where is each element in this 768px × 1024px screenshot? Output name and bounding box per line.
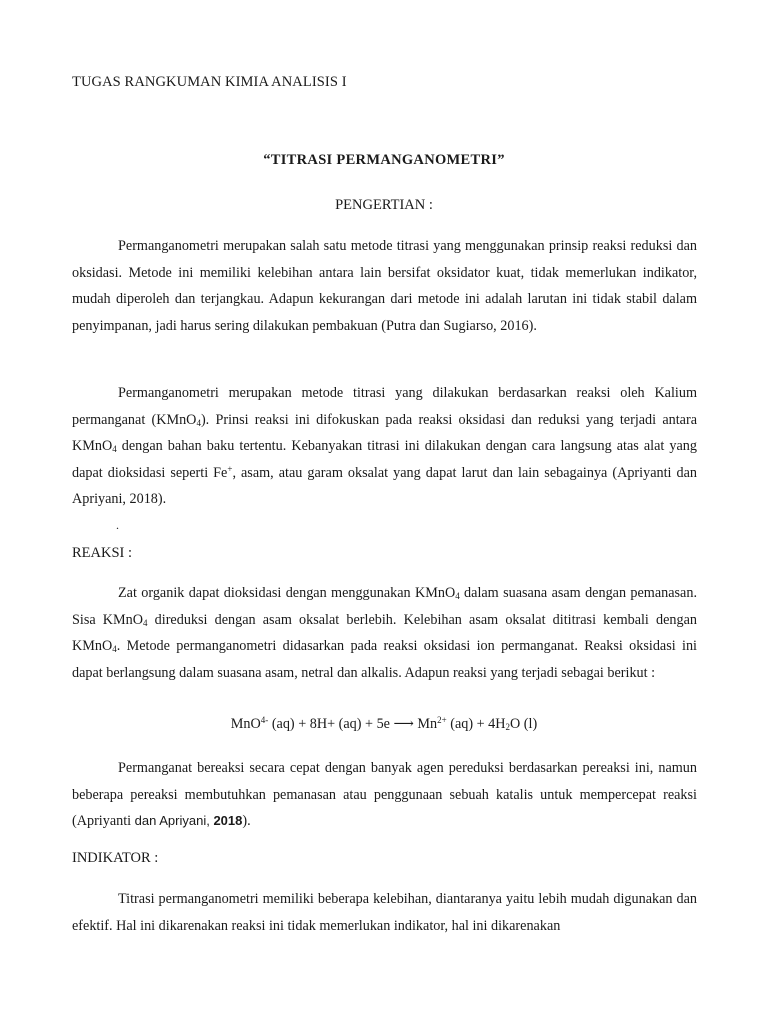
section-label-pengertian: PENGERTIAN : [335, 197, 433, 213]
paragraph-reaksi-1: Zat organik dapat dioksidasi dengan menggunakan KMnO$_4$ dalam suasana asam dengan pemanasan. Sisa KMnO$_4$ direduksi dengan asam oksalat berlebih. Kelebihan asam oksalat dititrasi kembali dengan KMnO$_4$. Metode permanganometri didasarkan pada reaksi oksidasi ion permanganat. Reaksi oksidasi ini dapat berlangsung dalam suasana asam, netral dan alkalis. Adapun reaksi yang terjadi sebagai berikut : [72, 585, 697, 681]
paragraph-pengertian-2: Permanganometri merupakan metode titrasi yang dilakukan berdasarkan reaksi oleh Kalium permanganat (KMnO$_4$). Prinsi reaksi ini difokuskan pada reaksi oksidasi dan reduksi yang terjadi antara KMnO$_4$ dengan bahan baku tertentu. Kebanyakan titrasi ini dilakukan dengan cara langsung atas alat yang dapat dioksidasi seperti Fe+, asam, atau garam oksalat yang dapat larut dan lain sebagainya (Apriyanti dan Apriyani, 2018). [72, 385, 697, 507]
section-label-indikator: INDIKATOR : [72, 850, 159, 866]
paragraph-pengertian-1: Permanganometri merupakan salah satu metode titrasi yang menggunakan prinsip reaksi reduksi dan oksidasi. Metode ini memiliki kelebihan antara lain bersifat oksidator kuat, tidak memerlukan indikator, mudah diperoleh dan terjangkau. Adapun kekurangan dari metode ini adalah larutan ini tidak stabil dalam penyimpanan, jadi harus sering dilakukan pembakuan (Putra dan Sugiarso, 2016). [72, 238, 697, 334]
paragraph-indikator-1: Titrasi permanganometri memiliki beberapa kelebihan, diantaranya yaitu lebih mudah digunakan dan efektif. Hal ini dikarenakan reaksi ini tidak memerlukan indikator, hal ini dikarenakan [72, 891, 697, 934]
document-title: “TITRASI PERMANGANOMETRI” [263, 152, 505, 168]
section-label-reaksi: REAKSI : [72, 545, 133, 561]
stray-dot: . [116, 518, 119, 532]
reaction-equation: MnO$^{4-}$ (aq) + 8H+ (aq) + 5e ⟶ $Mn^{2+}$ $(aq) + 4H_2O$ (l) [230, 715, 538, 732]
paragraph-reaksi-2: Permanganat bereaksi secara cepat dengan banyak agen pereduksi berdasarkan pereaksi ini, namun beberapa pereaksi membutuhkan pemanasan atau penggunaan sebuah katalis untuk mempercepat reaksi (Apriyanti dan Apriyani, 2018). [72, 760, 697, 829]
assignment-heading: TUGAS RANGKUMAN KIMIA ANALISIS I [72, 74, 347, 90]
